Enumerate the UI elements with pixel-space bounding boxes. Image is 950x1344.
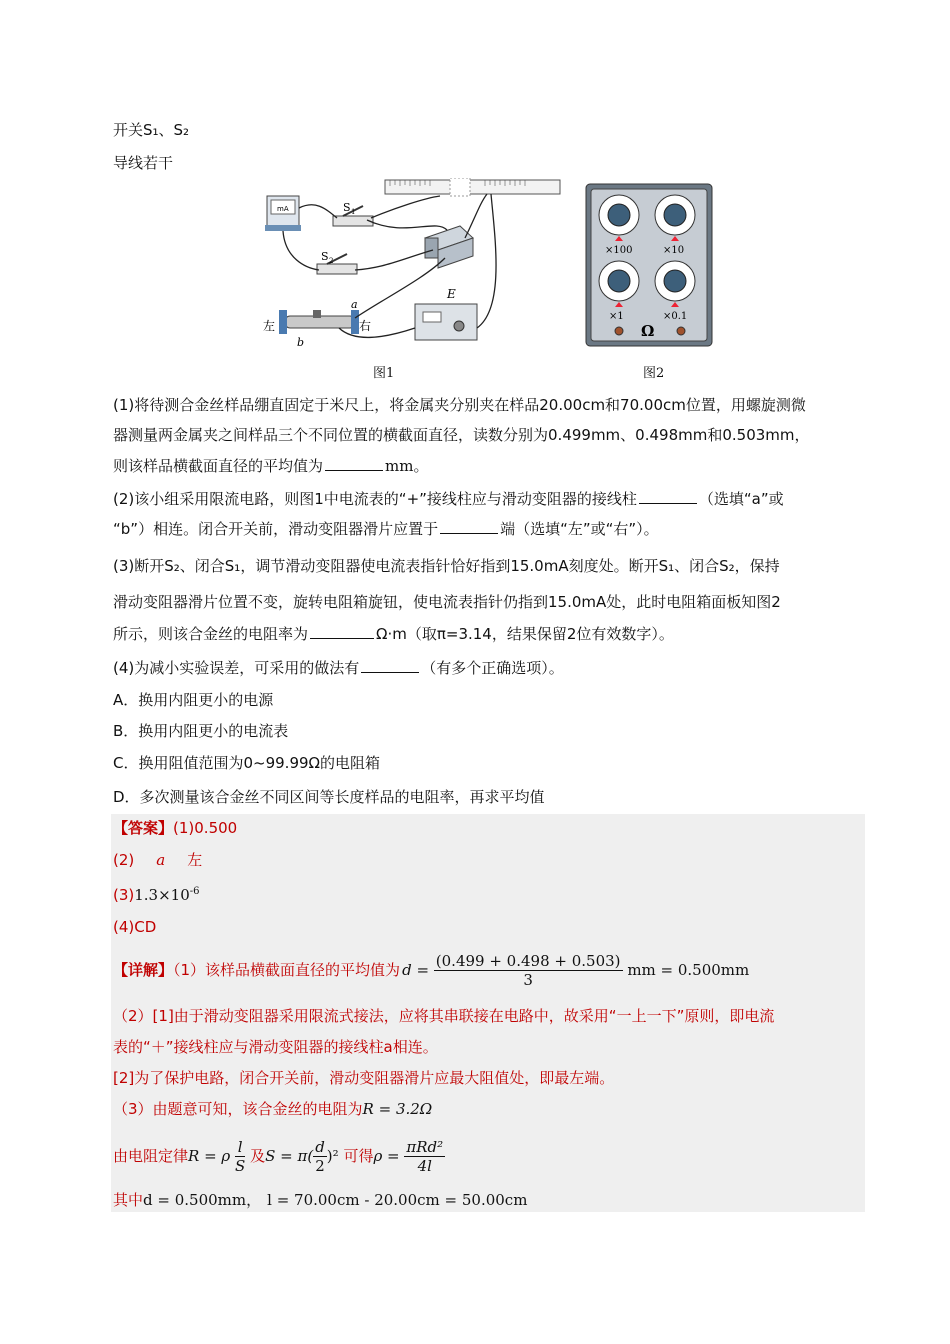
rheostat-right-label: 右 <box>359 319 372 333</box>
omega-label: Ω <box>641 322 655 340</box>
terminal-b-label: b <box>297 336 305 349</box>
q4-option-a: A．换用内阻更小的电源 <box>113 691 274 709</box>
q1-line2: 器测量两金属夹之间样品三个不同位置的横截面直径，读数分别为0.499mm、0.498mm和0.503mm， <box>113 426 810 444</box>
svg-text:2: 2 <box>329 257 334 265</box>
q3-line1: (3)断开S₂、闭合S₁，调节滑动变阻器使电流表指针恰好指到15.0mA刻度处。断开S₁、闭合S₂，保持 <box>113 557 780 575</box>
q1-blank[interactable] <box>325 456 383 471</box>
equipment-wires: 导线若干 <box>113 154 174 172</box>
detail-line4: [2]为了保护电路，闭合开关前，滑动变阻器滑片应最大阻值处，即最左端。 <box>113 1069 615 1087</box>
source-e-label: E <box>447 287 456 301</box>
q2-line1: (2)该小组采用限流电路，则图1中电流表的“+”接线柱应与滑动变阻器的接线柱 （选填“a”或 <box>113 490 784 508</box>
equipment-switches: 开关S₁、S₂ <box>113 121 190 139</box>
answer-line3: $(3)1.3\times 10^{-6}$ <box>113 886 200 904</box>
s2-label: S <box>321 250 329 263</box>
average-fraction: $\frac{(0.499 + 0.498 + 0.503)}{3}$ <box>435 952 621 989</box>
q4-option-b: B．换用内阻更小的电流表 <box>113 722 289 740</box>
q4-option-d: D．多次测量该合金丝不同区间等长度样品的电阻率，再求平均值 <box>113 788 545 806</box>
detail-line5: （3）由题意可知，该合金丝的电阻为R = 3.2Ω <box>113 1100 433 1118</box>
answer-line2: (2) a 左 <box>113 851 203 869</box>
knob-label-x0.1: ×0.1 <box>663 311 688 322</box>
q1-line3: 则该样品横截面直径的平均值为 mm。 <box>113 457 429 475</box>
answer-line1: 【答案】(1)0.500 <box>113 819 238 837</box>
s1-label: S <box>343 201 351 214</box>
terminal-a-label: a <box>351 298 358 311</box>
figure1-caption: 图1 <box>373 366 395 381</box>
q4-option-c: C．换用阻值范围为0~99.99Ω的电阻箱 <box>113 754 380 772</box>
svg-text:1: 1 <box>351 208 356 216</box>
q2-line2: “b”）相连。闭合开关前，滑动变阻器滑片应置于 端（选填“左”或“右”）。 <box>113 520 659 538</box>
q3-line2: 滑动变阻器滑片位置不变，旋转电阻箱旋钮，使电流表指针仍指到15.0mA处，此时电阻箱面板知图2 <box>113 593 781 611</box>
q4-line1: (4)为减小实验误差，可采用的做法有 （有多个正确选项）。 <box>113 659 564 677</box>
q3-line3: 所示，则该合金丝的电阻率为 Ω·m（取π=3.14，结果保留2位有效数字）。 <box>113 625 674 643</box>
knob-label-x1: ×1 <box>609 311 624 322</box>
ammeter-unit: mA <box>277 205 289 213</box>
detail-line3: 表的“＋”接线柱应与滑动变阻器的接线柱a相连。 <box>113 1038 438 1056</box>
d-over-2-fraction: $\frac{d}{2}$ <box>315 1138 325 1175</box>
answer-line4: (4)CD <box>113 918 157 936</box>
rheostat-left-label: 左 <box>263 319 276 333</box>
knob-label-x100: ×100 <box>605 245 633 256</box>
detail-line2: （2）[1]由于滑动变阻器采用限流式接法，应将其串联接在电路中，故采用“一上一下”原则，即电流 <box>113 1007 775 1025</box>
detail-line1: 【详解】（1）该样品横截面直径的平均值为 d = $\frac{(0.499 + 0.498 + 0.503)}{3}$ mm = 0.500mm <box>113 952 750 989</box>
figure1-circuit <box>255 178 565 358</box>
detail-line7: 其中d = 0.500mm， l = 70.00cm - 20.00cm = 50.00cm <box>113 1191 528 1209</box>
q2-blank1[interactable] <box>639 489 697 504</box>
knob-label-x10: ×10 <box>663 245 685 256</box>
q4-blank[interactable] <box>361 658 419 673</box>
q1-line1: (1)将待测合金丝样品绷直固定于米尺上，将金属夹分别夹在样品20.00cm和70.00cm位置，用螺旋测微 <box>113 396 806 414</box>
resistivity-fraction: $\frac{\text{πRd²}}{4l}$ <box>406 1138 444 1175</box>
figure2-caption: 图2 <box>643 366 665 381</box>
q2-blank2[interactable] <box>440 519 498 534</box>
detail-line6: 由电阻定律R = ρ $\frac{l}{S}$ 及S = π( $\frac{d}{2}$ )² 可得ρ = $\frac{\text{πRd²}}{4l}$ <box>113 1138 444 1175</box>
figure2-resistance-box <box>585 183 713 347</box>
l-over-s-fraction: $\frac{l}{S}$ <box>235 1138 246 1175</box>
q3-blank[interactable] <box>310 624 374 639</box>
